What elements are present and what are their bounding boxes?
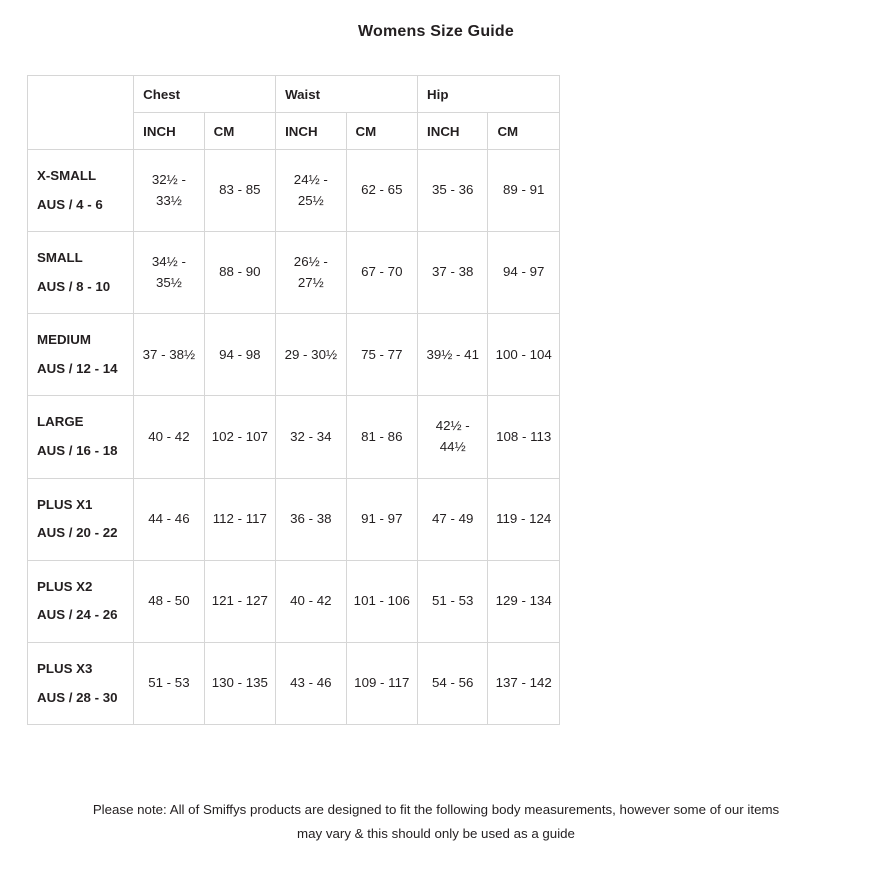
cell-hip-cm: 119 - 124: [488, 478, 560, 560]
cell-hip-cm: 100 - 104: [488, 314, 560, 396]
corner-cell-top: [28, 76, 134, 113]
size-name: SMALL: [37, 250, 83, 266]
cell-hip-inch: 47 - 49: [418, 478, 488, 560]
cell-chest-cm: 121 - 127: [204, 560, 275, 642]
cell-waist-cm: 62 - 65: [346, 150, 417, 232]
cell-chest-cm: 102 - 107: [204, 396, 275, 478]
disclaimer-note: [0, 798, 872, 847]
cell-waist-inch: 43 - 46: [276, 642, 346, 724]
table-body: [28, 150, 560, 725]
table-row: [28, 150, 560, 232]
cell-hip-cm: 89 - 91: [488, 150, 560, 232]
cell-chest-inch: 48 - 50: [134, 560, 204, 642]
cell-chest-cm: 130 - 135: [204, 642, 275, 724]
cell-chest-inch: 34½ - 35½: [134, 232, 204, 314]
size-table: [27, 75, 560, 725]
cell-waist-inch: 29 - 30½: [276, 314, 346, 396]
page-title: Womens Size Guide: [357, 23, 515, 40]
aus-size: AUS / 16 - 18: [37, 443, 118, 459]
table-head: [28, 76, 560, 150]
group-header-waist: Waist: [276, 76, 418, 113]
cell-waist-inch: 32 - 34: [276, 396, 346, 478]
cell-chest-inch: 40 - 42: [134, 396, 204, 478]
cell-chest-inch: 32½ - 33½: [134, 150, 204, 232]
row-label-medium: [28, 314, 134, 396]
unit-header-chest-inch: INCH: [134, 113, 204, 150]
cell-waist-cm: 67 - 70: [346, 232, 417, 314]
cell-hip-inch: 54 - 56: [418, 642, 488, 724]
size-name: X-SMALL: [37, 168, 97, 183]
table-row: [28, 642, 560, 724]
cell-chest-cm: 94 - 98: [204, 314, 275, 396]
cell-waist-cm: 81 - 86: [346, 396, 417, 478]
corner-cell-bottom: [28, 113, 134, 150]
cell-hip-cm: 108 - 113: [488, 396, 560, 478]
size-name: PLUS X3: [37, 660, 93, 676]
unit-header-waist-cm: CM: [346, 113, 417, 150]
table-row: [28, 560, 560, 642]
cell-waist-inch: 24½ - 25½: [276, 150, 346, 232]
unit-header-chest-cm: CM: [204, 113, 275, 150]
cell-hip-cm: 129 - 134: [488, 560, 560, 642]
unit-header-waist-inch: INCH: [276, 113, 346, 150]
aus-size: AUS / 20 - 22: [37, 525, 118, 541]
cell-chest-cm: 88 - 90: [204, 232, 275, 314]
unit-header-hip-inch: INCH: [418, 113, 488, 150]
cell-chest-inch: 44 - 46: [134, 478, 204, 560]
cell-waist-cm: 75 - 77: [346, 314, 417, 396]
cell-chest-inch: 37 - 38½: [134, 314, 204, 396]
cell-chest-cm: 112 - 117: [204, 478, 275, 560]
row-label-large: [28, 396, 134, 478]
size-name: PLUS X2: [37, 578, 93, 594]
table-group-header-row: [28, 76, 560, 113]
row-label-plus-x1: [28, 478, 134, 560]
cell-waist-cm: 91 - 97: [346, 478, 417, 560]
group-header-hip: Hip: [418, 76, 560, 113]
cell-hip-inch: 35 - 36: [418, 150, 488, 232]
cell-hip-cm: 137 - 142: [488, 642, 560, 724]
cell-hip-inch: 51 - 53: [418, 560, 488, 642]
cell-hip-cm: 94 - 97: [488, 232, 560, 314]
cell-hip-inch: 42½ - 44½: [418, 396, 488, 478]
disclaimer-line-1: Please note: All of Smiffys products are designed to fit the following body measurements, however some of our items: [92, 801, 780, 817]
row-label-plus-x2: [28, 560, 134, 642]
table-unit-header-row: [28, 113, 560, 150]
table-row: [28, 314, 560, 396]
cell-waist-inch: 40 - 42: [276, 560, 346, 642]
disclaimer-line-2: may vary & this should only be used as a guide: [297, 826, 575, 842]
cell-hip-inch: 39½ - 41: [418, 314, 488, 396]
size-name: PLUS X1: [37, 496, 93, 512]
aus-size: AUS / 24 - 26: [37, 607, 118, 623]
cell-chest-inch: 51 - 53: [134, 642, 204, 724]
cell-chest-cm: 83 - 85: [204, 150, 275, 232]
aus-size: AUS / 8 - 10: [37, 278, 111, 294]
cell-hip-inch: 37 - 38: [418, 232, 488, 314]
cell-waist-cm: 101 - 106: [346, 560, 417, 642]
table-row: [28, 478, 560, 560]
cell-waist-inch: 36 - 38: [276, 478, 346, 560]
table-row: [28, 232, 560, 314]
group-header-chest: Chest: [134, 76, 276, 113]
size-table-container: [27, 75, 560, 725]
row-label-xsmall: [28, 150, 134, 232]
row-label-plus-x3: [28, 642, 134, 724]
table-row: [28, 396, 560, 478]
aus-size: AUS / 12 - 14: [37, 360, 118, 376]
size-name: LARGE: [37, 414, 84, 430]
cell-waist-inch: 26½ - 27½: [276, 232, 346, 314]
row-label-small: [28, 232, 134, 314]
aus-size: AUS / 4 - 6: [37, 196, 103, 212]
size-name: MEDIUM: [37, 332, 91, 348]
unit-header-hip-cm: CM: [488, 113, 560, 150]
aus-size: AUS / 28 - 30: [37, 689, 118, 705]
cell-waist-cm: 109 - 117: [346, 642, 417, 724]
